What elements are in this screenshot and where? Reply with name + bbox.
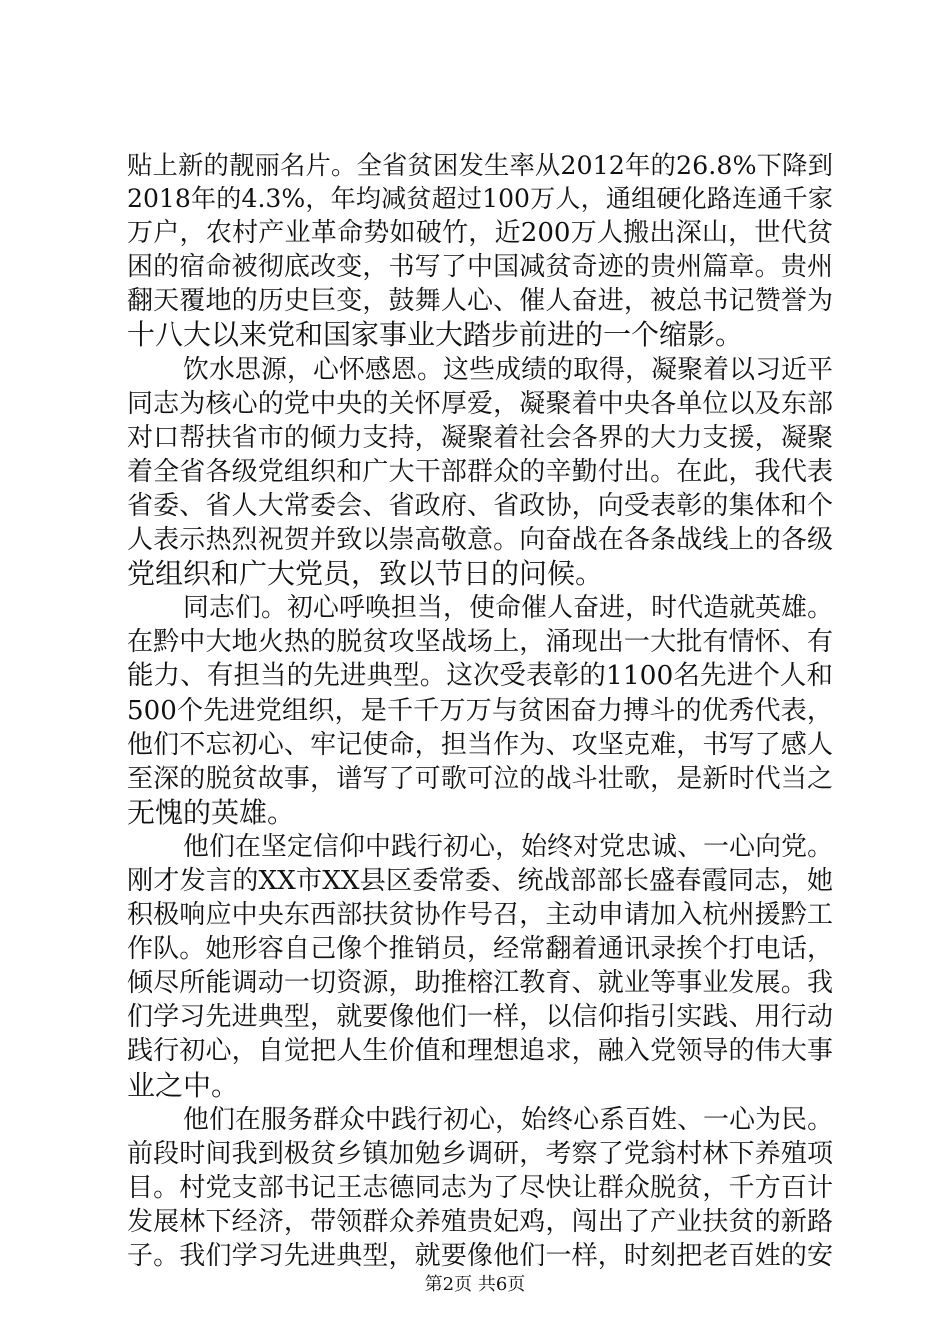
text-line: 十八大以来党和国家事业大踏步前进的一个缩影。 — [127, 318, 744, 352]
text-line: 践行初心，自觉把人生价值和理想追求，融入党领导的伟大事 — [127, 1036, 833, 1067]
body-text — [127, 148, 833, 1273]
text-line: 无愧的英雄。 — [127, 795, 296, 829]
text-line: 至深的脱贫故事，谱写了可歌可泣的战斗壮歌，是新时代当之 — [127, 763, 833, 794]
text-line: 饮水思源，心怀感恩。这些成绩的取得，凝聚着以习近平 — [183, 354, 833, 385]
text-line: 他们在服务群众中践行初心，始终心系百姓、一心为民。 — [183, 1104, 833, 1135]
text-line: 他们在坚定信仰中践行初心，始终对党忠诚、一心向党。 — [183, 831, 833, 862]
text-line: 前段时间我到极贫乡镇加勉乡调研，考察了党翁村林下养殖项 — [127, 1138, 833, 1169]
text-line: 在黔中大地火热的脱贫攻坚战场上，涌现出一大批有情怀、有 — [127, 627, 833, 658]
text-line: 能力、有担当的先进典型。这次受表彰的1100名先进个人和 — [127, 660, 833, 692]
text-line: 困的宿命被彻底改变，书写了中国减贫奇迹的贵州篇章。贵州 — [127, 252, 833, 283]
text-line: 500个先进党组织，是千千万万与贫困奋力搏斗的优秀代表， — [127, 695, 833, 726]
text-line: 2018年的4.3%，年均减贫超过100万人，通组硬化路连通千家 — [127, 184, 833, 214]
text-line: 们学习先进典型，就要像他们一样，以信仰指引实践、用行动 — [127, 1002, 833, 1033]
text-line: 同志为核心的党中央的关怀厚爱，凝聚着中央各单位以及东部 — [127, 388, 833, 419]
text-line: 目。村党支部书记王志德同志为了尽快让群众脱贫，千方百计 — [127, 1172, 833, 1203]
text-line: 发展林下经济，带领群众养殖贵妃鸡，闯出了产业扶贫的新路 — [127, 1206, 833, 1237]
text-line: 业之中。 — [127, 1068, 240, 1102]
text-line: 省委、省人大常委会、省政府、省政协，向受表彰的集体和个 — [127, 490, 833, 521]
text-line: 子。我们学习先进典型，就要像他们一样，时刻把老百姓的安 — [127, 1241, 833, 1271]
text-line: 对口帮扶省市的倾力支持，凝聚着社会各界的大力支援，凝聚 — [127, 422, 833, 453]
text-line: 着全省各级党组织和广大干部群众的辛勤付出。在此，我代表 — [127, 456, 833, 487]
text-line: 作队。她形容自己像个推销员，经常翻着通讯录挨个打电话， — [127, 934, 833, 965]
text-line: 翻天覆地的历史巨变，鼓舞人心、催人奋进，被总书记赞誉为 — [127, 286, 833, 317]
text-line: 积极响应中央东西部扶贫协作号召，主动申请加入杭州援黔工 — [127, 900, 833, 931]
page-footer: 第2页 共6页 — [424, 1274, 526, 1295]
text-line: 同志们。初心呼唤担当，使命催人奋进，时代造就英雄。 — [183, 593, 833, 624]
text-line: 党组织和广大党员，致以节日的问候。 — [127, 557, 604, 591]
text-line: 倾尽所能调动一切资源，助推榕江教育、就业等事业发展。我 — [127, 968, 833, 999]
text-line: 贴上新的靓丽名片。全省贫困发生率从2012年的26.8%下降到 — [127, 150, 833, 180]
text-line: 万户，农村产业革命势如破竹，近200万人搬出深山，世代贫 — [127, 218, 833, 249]
text-line: 人表示热烈祝贺并致以崇高敬意。向奋战在各条战线上的各级 — [127, 525, 833, 556]
text-line: 刚才发言的XX市XX县区委常委、统战部部长盛春霞同志，她 — [127, 865, 833, 896]
text-line: 他们不忘初心、牢记使命，担当作为、攻坚克难，书写了感人 — [127, 729, 833, 760]
